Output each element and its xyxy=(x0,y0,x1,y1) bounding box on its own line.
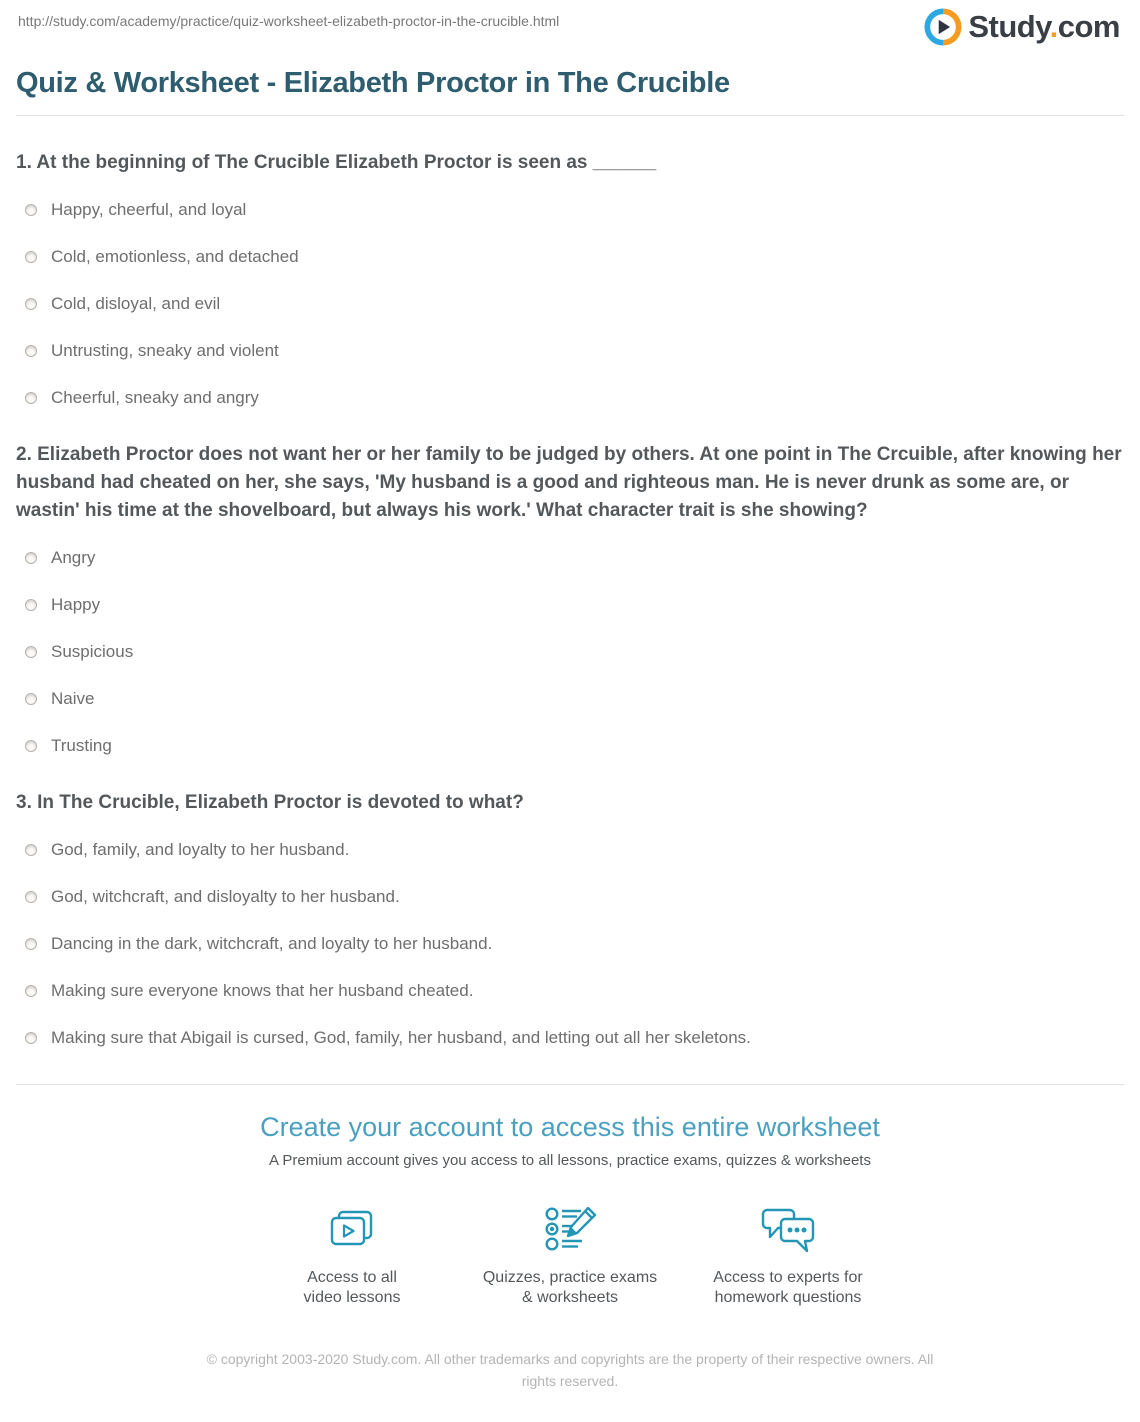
option-label[interactable]: Suspicious xyxy=(51,642,134,661)
radio-button[interactable] xyxy=(25,938,37,950)
radio-button[interactable] xyxy=(25,298,37,310)
option-label[interactable]: Making sure everyone knows that her husband cheated. xyxy=(51,981,474,1000)
radio-button[interactable] xyxy=(25,844,37,856)
radio-button[interactable] xyxy=(25,740,37,752)
quizzes-worksheets-icon xyxy=(461,1205,679,1257)
feature-label: Access to all video lessons xyxy=(303,1269,401,1306)
radio-button[interactable] xyxy=(25,693,37,705)
studycom-logo-text: Study.com xyxy=(968,9,1120,44)
option-label[interactable]: Naive xyxy=(51,689,95,708)
option-label[interactable]: Happy, cheerful, and loyal xyxy=(51,200,247,219)
question-2-options xyxy=(16,548,1124,756)
question-1-options xyxy=(16,200,1124,408)
option-label[interactable]: God, family, and loyalty to her husband. xyxy=(51,840,350,859)
radio-button[interactable] xyxy=(25,204,37,216)
option-label[interactable]: Cold, emotionless, and detached xyxy=(51,247,299,266)
feature-quizzes-worksheets xyxy=(461,1205,679,1308)
option-row[interactable] xyxy=(16,689,1124,709)
feature-list xyxy=(16,1205,1124,1308)
option-label[interactable]: Cold, disloyal, and evil xyxy=(51,294,221,313)
option-row[interactable] xyxy=(16,200,1124,220)
option-row[interactable] xyxy=(16,887,1124,907)
page-url: http://study.com/academy/practice/quiz-worksheet-elizabeth-proctor-in-the-crucible.html xyxy=(18,13,560,29)
video-lessons-icon xyxy=(243,1205,461,1257)
option-row[interactable] xyxy=(16,934,1124,954)
option-label[interactable]: Cheerful, sneaky and angry xyxy=(51,388,259,407)
radio-button[interactable] xyxy=(25,646,37,658)
option-label[interactable]: Happy xyxy=(51,595,101,614)
feature-label: Access to experts for homework questions xyxy=(713,1269,863,1306)
option-label[interactable]: Angry xyxy=(51,548,96,567)
studycom-logo[interactable] xyxy=(924,8,1120,46)
radio-button[interactable] xyxy=(25,1032,37,1044)
option-row[interactable] xyxy=(16,548,1124,568)
option-row[interactable] xyxy=(16,341,1124,361)
cta-title: Create your account to access this entire worksheet xyxy=(260,1112,880,1142)
question-3-text: 3. In The Crucible, Elizabeth Proctor is devoted to what? xyxy=(16,792,524,813)
title-divider xyxy=(16,115,1124,116)
copyright-notice: © copyright 2003-2020 Study.com. All other trademarks and copyrights are the property of their respective owners. All rights reserved. xyxy=(206,1351,934,1389)
radio-button[interactable] xyxy=(25,891,37,903)
option-label[interactable]: Untrusting, sneaky and violent xyxy=(51,341,279,360)
question-3 xyxy=(16,789,1124,1048)
option-row[interactable] xyxy=(16,294,1124,314)
option-row[interactable] xyxy=(16,736,1124,756)
radio-button[interactable] xyxy=(25,392,37,404)
radio-button[interactable] xyxy=(25,552,37,564)
footer-divider xyxy=(16,1084,1124,1085)
option-label[interactable]: Making sure that Abigail is cursed, God, family, her husband, and letting out all her skeletons. xyxy=(51,1028,751,1047)
radio-button[interactable] xyxy=(25,599,37,611)
question-3-options xyxy=(16,840,1124,1048)
question-1 xyxy=(16,149,1124,408)
option-row[interactable] xyxy=(16,388,1124,408)
radio-button[interactable] xyxy=(25,251,37,263)
feature-label: Quizzes, practice exams & worksheets xyxy=(482,1269,658,1306)
option-row[interactable] xyxy=(16,642,1124,662)
option-row[interactable] xyxy=(16,1028,1124,1048)
page-title: Quiz & Worksheet - Elizabeth Proctor in The Crucible xyxy=(16,67,730,99)
feature-video-lessons xyxy=(243,1205,461,1308)
option-label[interactable]: Trusting xyxy=(51,736,112,755)
option-row[interactable] xyxy=(16,840,1124,860)
radio-button[interactable] xyxy=(25,985,37,997)
feature-experts-chat xyxy=(679,1205,897,1308)
option-row[interactable] xyxy=(16,595,1124,615)
option-row[interactable] xyxy=(16,981,1124,1001)
option-label[interactable]: Dancing in the dark, witchcraft, and loyalty to her husband. xyxy=(51,934,493,953)
question-2 xyxy=(16,441,1124,756)
studycom-logo-icon xyxy=(924,8,962,46)
cta-subtitle: A Premium account gives you access to all lessons, practice exams, quizzes & worksheets xyxy=(269,1152,871,1169)
question-2-text: 2. Elizabeth Proctor does not want her or her family to be judged by others. At one point in The Crcuible, after knowing her husband had cheated on her, she says, 'My husband is a good and righteous man. He is never drunk as some are, or wastin' his time at the shovelboard, but always his work.' What character trait is she showing? xyxy=(16,444,1122,521)
option-row[interactable] xyxy=(16,247,1124,267)
create-account-cta xyxy=(16,1112,1124,1308)
radio-button[interactable] xyxy=(25,345,37,357)
experts-chat-icon xyxy=(679,1205,897,1257)
question-1-text: 1. At the beginning of The Crucible Elizabeth Proctor is seen as ______ xyxy=(16,152,657,173)
option-label[interactable]: God, witchcraft, and disloyalty to her husband. xyxy=(51,887,400,906)
